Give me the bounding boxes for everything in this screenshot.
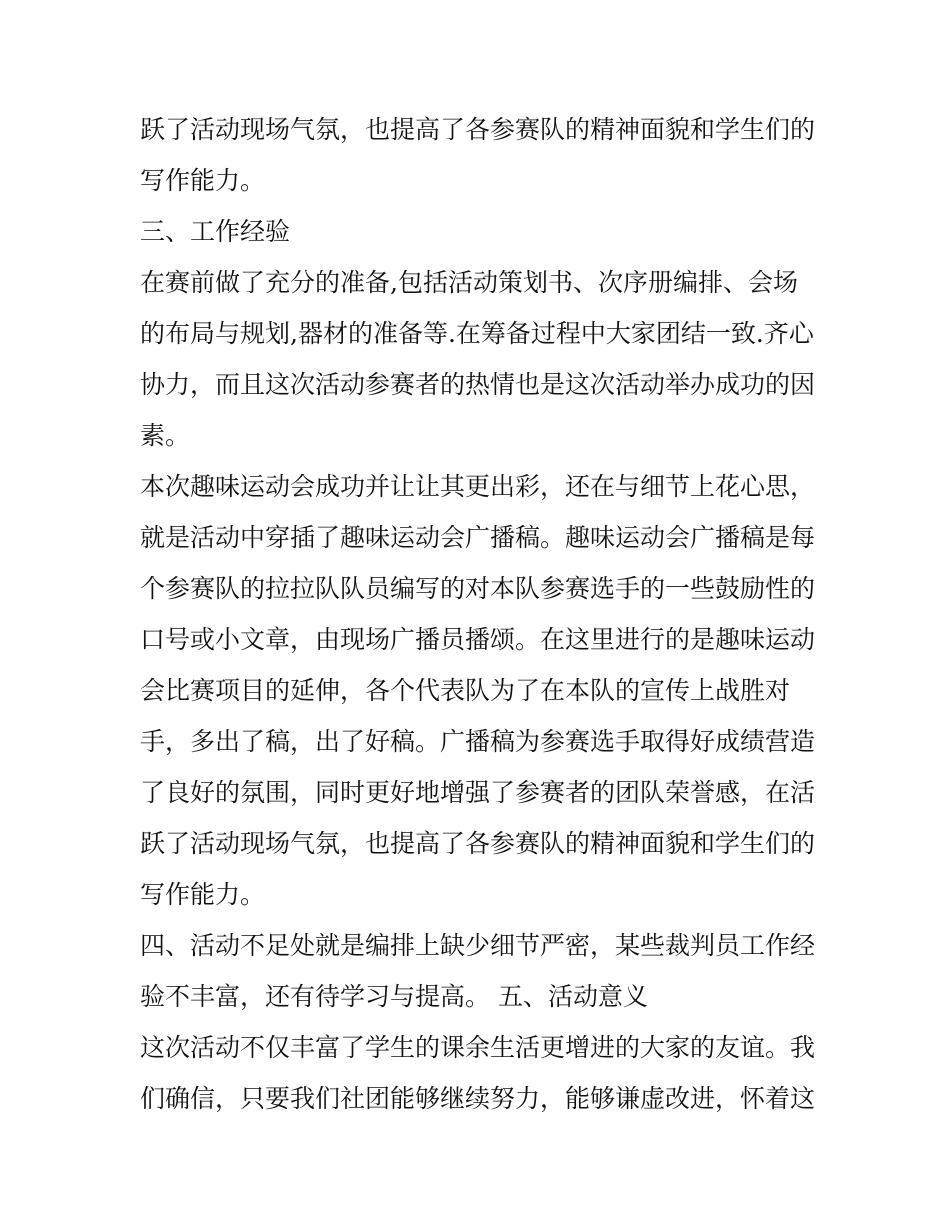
- text-line: 了良好的氛围，同时更好地增强了参赛者的团队荣誉感，在活: [140, 778, 816, 807]
- text-line: 个参赛队的拉拉队队员编写的对本队参赛选手的一些鼓励性的: [140, 574, 816, 603]
- text-line: 在赛前做了充分的准备,包括活动策划书、次序册编排、会场: [140, 268, 798, 297]
- text-line: 写作能力。: [140, 166, 266, 195]
- text-line: 跃了活动现场气氛，也提高了各参赛队的精神面貌和学生们的: [140, 829, 816, 858]
- text-line: 手，多出了稿，出了好稿。广播稿为参赛选手取得好成绩营造: [140, 727, 816, 756]
- text-line: 验不丰富，还有待学习与提高。 五、活动意义: [140, 982, 648, 1011]
- text-line: 就是活动中穿插了趣味运动会广播稿。趣味运动会广播稿是每: [140, 523, 816, 552]
- body-text: [140, 104, 820, 1124]
- text-line: 口号或小文章，由现场广播员播颂。在这里进行的是趣味运动: [140, 625, 816, 654]
- text-line: 本次趣味运动会成功并让让其更出彩，还在与细节上花心思，: [140, 472, 816, 501]
- text-line: 协力，而且这次活动参赛者的热情也是这次活动举办成功的因: [140, 370, 816, 399]
- text-line: 写作能力。: [140, 880, 266, 909]
- text-line: 素。: [140, 421, 191, 450]
- text-line: 会比赛项目的延伸，各个代表队为了在本队的宣传上战胜对: [140, 676, 791, 705]
- text-line: 跃了活动现场气氛，也提高了各参赛队的精神面貌和学生们的: [140, 115, 816, 144]
- section-heading: 三、工作经验: [140, 217, 291, 246]
- text-line: 们确信，只要我们社团能够继续努力，能够谦虚改进，怀着这: [140, 1084, 816, 1113]
- text-line: 的布局与规划,器材的准备等.在筹备过程中大家团结一致.齐心: [140, 319, 814, 348]
- text-line: 四、活动不足处就是编排上缺少细节严密，某些裁判员工作经: [140, 931, 816, 960]
- text-line: 这次活动不仅丰富了学生的课余生活更增进的大家的友谊。我: [140, 1033, 816, 1062]
